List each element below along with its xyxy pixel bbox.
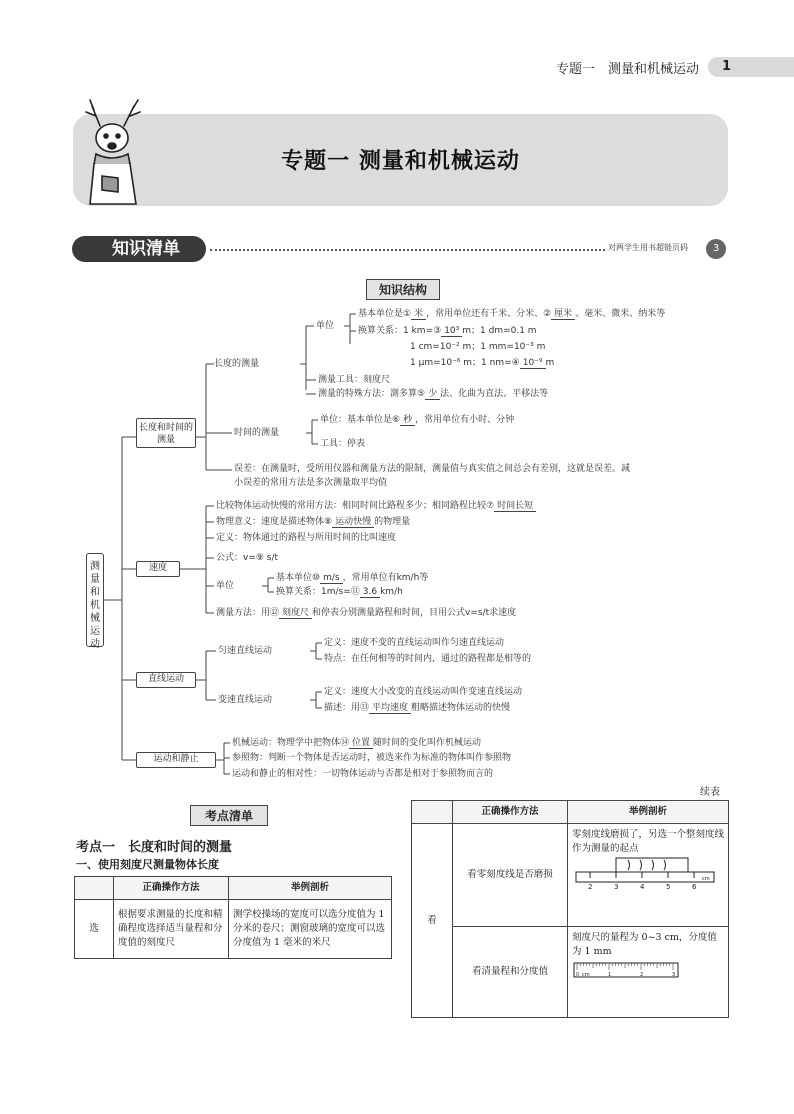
ruler-tick-label: 1 <box>608 972 612 978</box>
mm-unit-basic: 基本单位是① 米 ，常用单位还有千米、分米、② 厘米 、毫米、微米、纳米等 <box>358 309 666 319</box>
mm-unit: 单位 <box>316 321 335 331</box>
mm-conversion-2: 1 cm=10⁻² m；1 mm=10⁻³ m <box>410 342 546 352</box>
worn-ruler-figure <box>572 856 718 890</box>
cell-example: 测学校操场的宽度可以选分度值为 1 分米的卷尺；测窗玻璃的宽度可以选分度值为 1 毫米的米尺 <box>229 900 392 959</box>
node-length-time: 长度和时间的测量 <box>136 418 196 448</box>
mm-definition: 定义：物体通过的路程与所用时间的比叫速度 <box>216 533 397 543</box>
row-label: 看 <box>412 824 453 1018</box>
mm-error-2: 小误差的常用方法是多次测量取平均值 <box>234 478 388 488</box>
mindmap-root <box>86 553 104 650</box>
mindmap-root-label: 测量和机械运动 <box>90 561 100 650</box>
mm-speed-basic: 基本单位⑩ m/s ，常用单位有km/h等 <box>276 573 429 583</box>
node-speed: 速度 <box>136 561 180 577</box>
table-row <box>412 824 729 927</box>
table-row <box>412 927 729 1018</box>
mm-variable: 变速直线运动 <box>218 695 273 705</box>
mm-uniform: 匀速直线运动 <box>218 646 273 656</box>
mm-uniform-feature: 特点：在任何相等的时间内，通过的路程都是相等的 <box>324 654 532 664</box>
mm-variable-def: 定义：速度大小改变的直线运动叫作变速直线运动 <box>324 687 523 697</box>
cell-method: 看清量程和分度值 <box>453 927 568 1018</box>
mm-time-tool: 工具：停表 <box>320 439 366 449</box>
ruler-tick-label: 2 <box>640 972 644 978</box>
table-header-example: 举例剖析 <box>229 877 392 900</box>
mm-speed-unit: 单位 <box>216 581 235 591</box>
mm-speed-conversion: 换算关系：1m/s=⑪ 3.6 km/h <box>276 587 403 597</box>
structure-label: 知识结构 <box>366 279 440 300</box>
continued-label: 续表 <box>700 787 720 798</box>
ruler-tick-label: 3 <box>672 972 676 978</box>
running-title: 专题一 测量和机械运动 <box>556 62 700 77</box>
table-ruler-read <box>411 800 729 1018</box>
ruler-tick-label: 5 <box>666 883 671 890</box>
section-reference-note: 对两学生用书超链页码 <box>608 243 688 252</box>
section-tag: 知识清单 <box>72 236 206 262</box>
section-reference-number: 3 <box>706 239 726 259</box>
mm-uniform-def: 定义：速度不变的直线运动叫作匀速直线运动 <box>324 638 505 648</box>
mm-speed-measure: 测量方法：用⑫ 刻度尺 和停表分别测量路程和时间，目用公式v=s/t求速度 <box>216 608 517 618</box>
ruler-unit: cm <box>582 972 590 978</box>
mm-conversion: 换算关系：1 km=③ 10³ m；1 dm=0.1 m <box>358 326 537 336</box>
cell-example <box>568 824 729 927</box>
example-text: 刻度尺的量程为 0~3 cm，分度值为 1 mm <box>572 932 717 957</box>
mm-mech-motion: 机械运动：物理学中把物体⑭ 位置 随时间的变化叫作机械运动 <box>232 738 482 748</box>
example-text: 零刻度线磨损了，另选一个整刻度线作为测量的起点 <box>572 829 725 854</box>
kaodian-tag: 考点清单 <box>190 805 268 826</box>
mm-variable-desc: 描述：用⑬ 平均速度 粗略描述物体运动的快慢 <box>324 703 511 713</box>
ruler-tick-label: 0 <box>576 972 580 978</box>
mm-formula: 公式：v=⑨ s/t <box>216 553 279 563</box>
mm-time-unit: 单位：基本单位是⑥ 秒 ，常用单位有小时、分钟 <box>320 415 515 425</box>
table-header-method: 正确操作方法 <box>453 801 568 824</box>
mm-length-measure: 长度的测量 <box>214 359 260 369</box>
kaodian-title: 考点一 长度和时间的测量 <box>76 840 233 855</box>
mm-time-measure: 时间的测量 <box>234 428 280 438</box>
mm-conversion-3: 1 μm=10⁻⁶ m；1 nm=④ 10⁻⁹ m <box>410 358 555 368</box>
mm-physics-meaning: 物理意义：速度是描述物体⑧ 运动快慢 的物理量 <box>216 517 411 527</box>
page-number: 1 <box>708 57 794 77</box>
table-ruler-select <box>74 876 392 959</box>
range-ruler-figure <box>572 959 682 981</box>
ruler-tick-label: 4 <box>640 883 645 890</box>
table-header-method: 正确操作方法 <box>114 877 229 900</box>
table-corner <box>75 877 114 900</box>
cell-example <box>568 927 729 1018</box>
kaodian-subtitle: 一、使用刻度尺测量物体长度 <box>76 858 219 871</box>
mm-tool: 测量工具：刻度尺 <box>318 375 391 385</box>
row-label: 选 <box>75 900 114 959</box>
ruler-tick-label: 3 <box>614 883 619 890</box>
cell-method: 看零刻度线是否磨损 <box>453 824 568 927</box>
mm-error-1: 误差：在测量时，受所用仪器和测量方法的限制，测量值与真实值之间总会有差别，这就是误差。减 <box>234 464 631 474</box>
mm-reference: 参照物：判断一个物体是否运动时，被选来作为标准的物体叫作参照物 <box>232 753 512 763</box>
table-corner <box>412 801 453 824</box>
table-header-example: 举例剖析 <box>568 801 729 824</box>
ruler-unit: cm <box>702 876 710 882</box>
cell-method: 根据要求测量的长度和精确程度选择适当量程和分度值的刻度尺 <box>114 900 229 959</box>
mm-compare: 比较物体运动快慢的常用方法：相同时间比路程多少；相同路程比较⑦ 时间长短 <box>216 500 536 512</box>
ruler-tick-label: 2 <box>588 883 593 890</box>
mm-special-methods: 测量的特殊方法：測多算⑤ 少 法、化曲为直法、平移法等 <box>318 389 549 399</box>
table-row <box>75 900 392 959</box>
page-title: 专题一 测量和机械运动 <box>281 149 520 174</box>
ruler-tick-label: 6 <box>692 883 697 890</box>
node-linear-motion: 直线运动 <box>136 672 196 688</box>
mm-relativity: 运动和静止的相对性：一切物体运动与否都是相对于参照物而言的 <box>232 769 494 779</box>
node-motion-rest: 运动和静止 <box>136 752 216 768</box>
